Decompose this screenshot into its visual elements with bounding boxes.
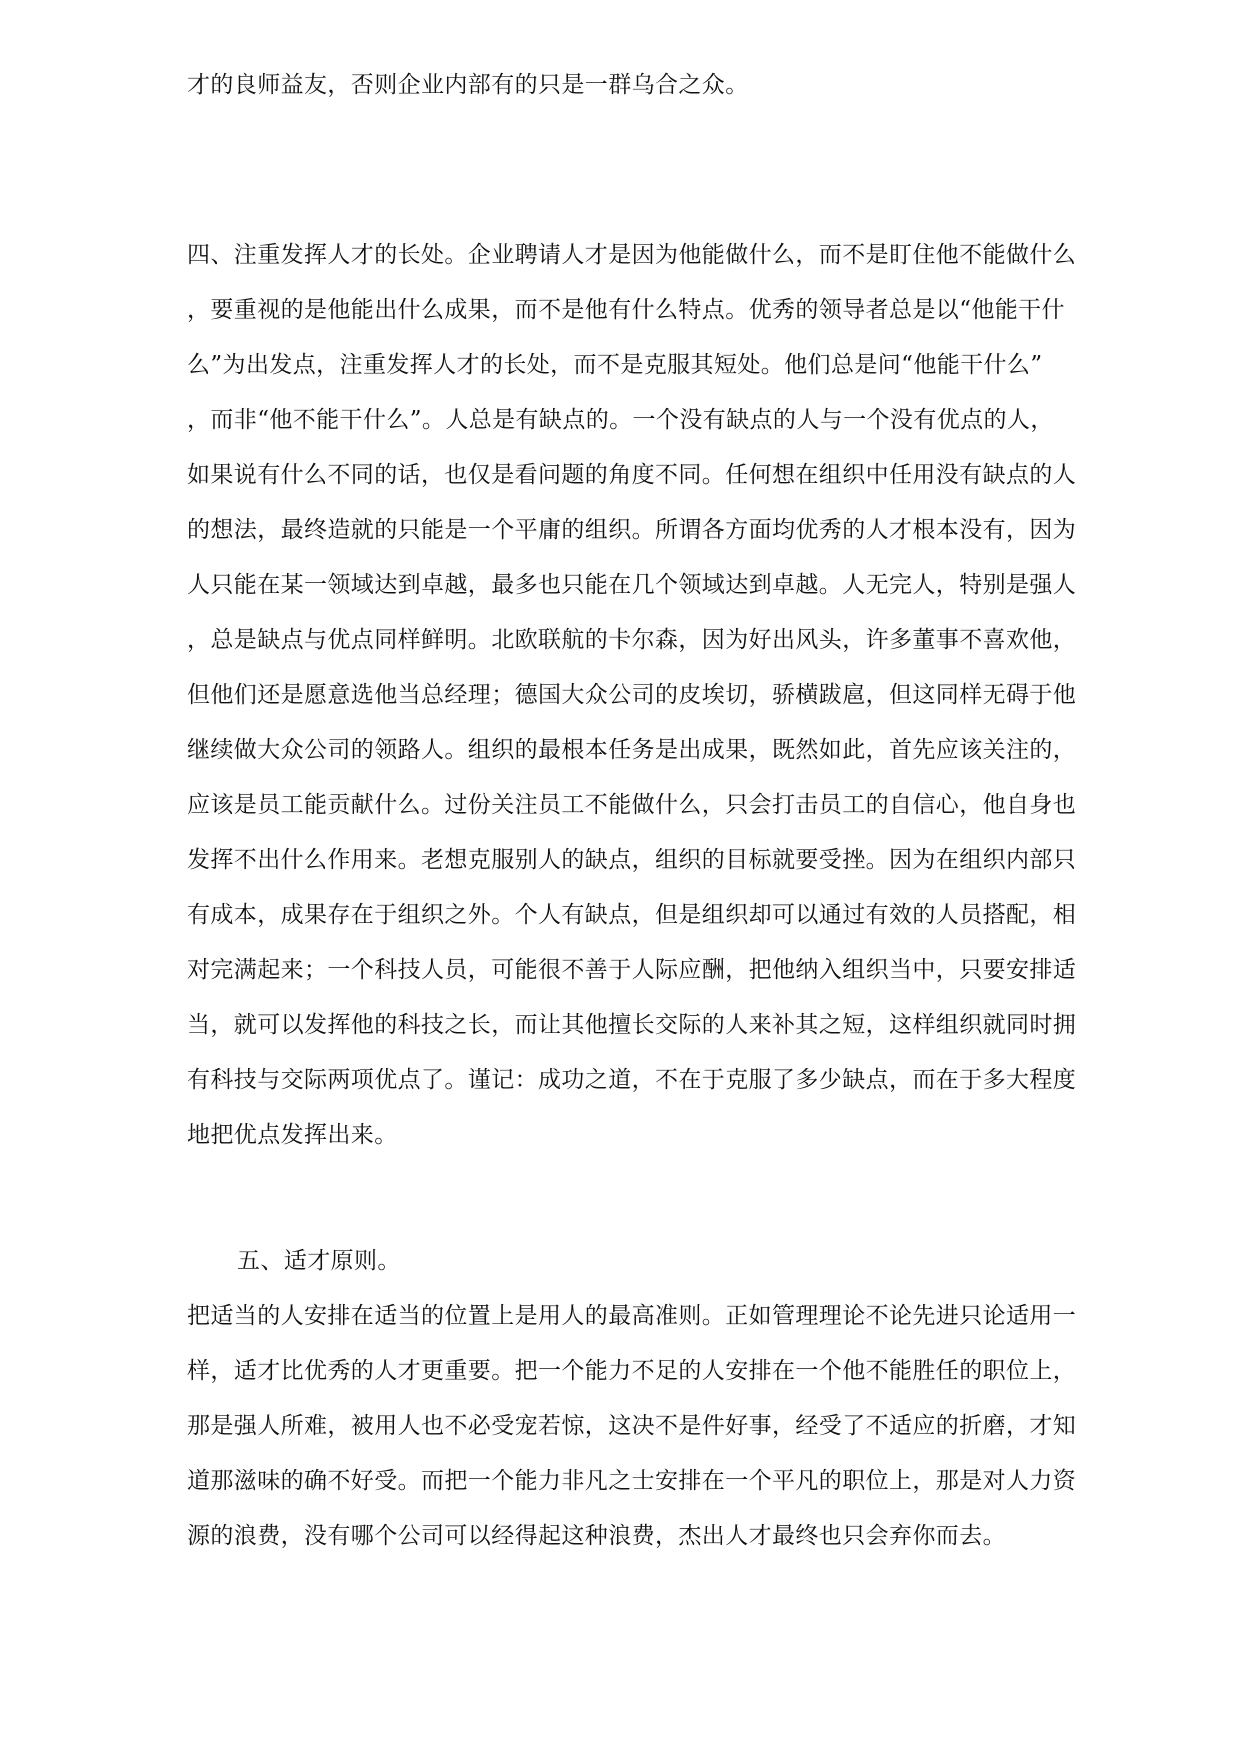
section-five-heading: 五、适才原则。 <box>237 1248 401 1274</box>
text-line: 人只能在某一领域达到卓越，最多也只能在几个领域达到卓越。人无完人，特别是强人 <box>187 572 1077 598</box>
text-line: 四、注重发挥人才的长处。企业聘请人才是因为他能做什么，而不是盯住他不能做什么 <box>187 242 1077 268</box>
text-line: 有科技与交际两项优点了。谨记：成功之道，不在于克服了多少缺点，而在于多大程度 <box>187 1067 1077 1093</box>
text-line: 把适当的人安排在适当的位置上是用人的最高准则。正如管理理论不论先进只论适用一 <box>187 1303 1077 1329</box>
text-line: 但他们还是愿意选他当总经理；德国大众公司的皮埃切，骄横跋扈，但这同样无碍于他 <box>187 682 1077 708</box>
text-line: 的想法，最终造就的只能是一个平庸的组织。所谓各方面均优秀的人才根本没有，因为 <box>187 517 1077 543</box>
text-line: ，总是缺点与优点同样鲜明。北欧联航的卡尔森，因为好出风头，许多董事不喜欢他， <box>187 627 1077 653</box>
text-line: 么”为出发点，注重发挥人才的长处，而不是克服其短处。他们总是问“他能干什么” <box>187 352 1043 378</box>
text-line: 样，适才比优秀的人才更重要。把一个能力不足的人安排在一个他不能胜任的职位上， <box>187 1358 1077 1384</box>
text-line: 当，就可以发挥他的科技之长，而让其他擅长交际的人来补其之短，这样组织就同时拥 <box>187 1012 1077 1038</box>
text-line: 发挥不出什么作用来。老想克服别人的缺点，组织的目标就要受挫。因为在组织内部只 <box>187 847 1077 873</box>
text-line: ，要重视的是他能出什么成果，而不是他有什么特点。优秀的领导者总是以“他能干什 <box>187 297 1065 323</box>
text-line: 地把优点发挥出来。 <box>187 1122 398 1148</box>
text-line: ，而非“他不能干什么”。人总是有缺点的。一个没有缺点的人与一个没有优点的人， <box>187 407 1054 433</box>
text-line: 继续做大众公司的领路人。组织的最根本任务是出成果，既然如此，首先应该关注的， <box>187 737 1077 763</box>
text-line: 道那滋味的确不好受。而把一个能力非凡之士安排在一个平凡的职位上，那是对人力资 <box>187 1468 1077 1494</box>
text-line: 如果说有什么不同的话，也仅是看问题的角度不同。任何想在组织中任用没有缺点的人 <box>187 462 1077 488</box>
text-line: 有成本，成果存在于组织之外。个人有缺点，但是组织却可以通过有效的人员搭配，相 <box>187 902 1077 928</box>
text-line: 源的浪费，没有哪个公司可以经得起这种浪费，杰出人才最终也只会弃你而去。 <box>187 1523 1006 1549</box>
paragraph-intro-tail: 才的良师益友，否则企业内部有的只是一群乌合之众。 <box>187 72 749 98</box>
text-line: 那是强人所难，被用人也不必受宠若惊，这决不是件好事，经受了不适应的折磨，才知 <box>187 1413 1077 1439</box>
text-line: 应该是员工能贡献什么。过份关注员工不能做什么，只会打击员工的自信心，他自身也 <box>187 792 1077 818</box>
text-line: 对完满起来；一个科技人员，可能很不善于人际应酬，把他纳入组织当中，只要安排适 <box>187 957 1077 983</box>
